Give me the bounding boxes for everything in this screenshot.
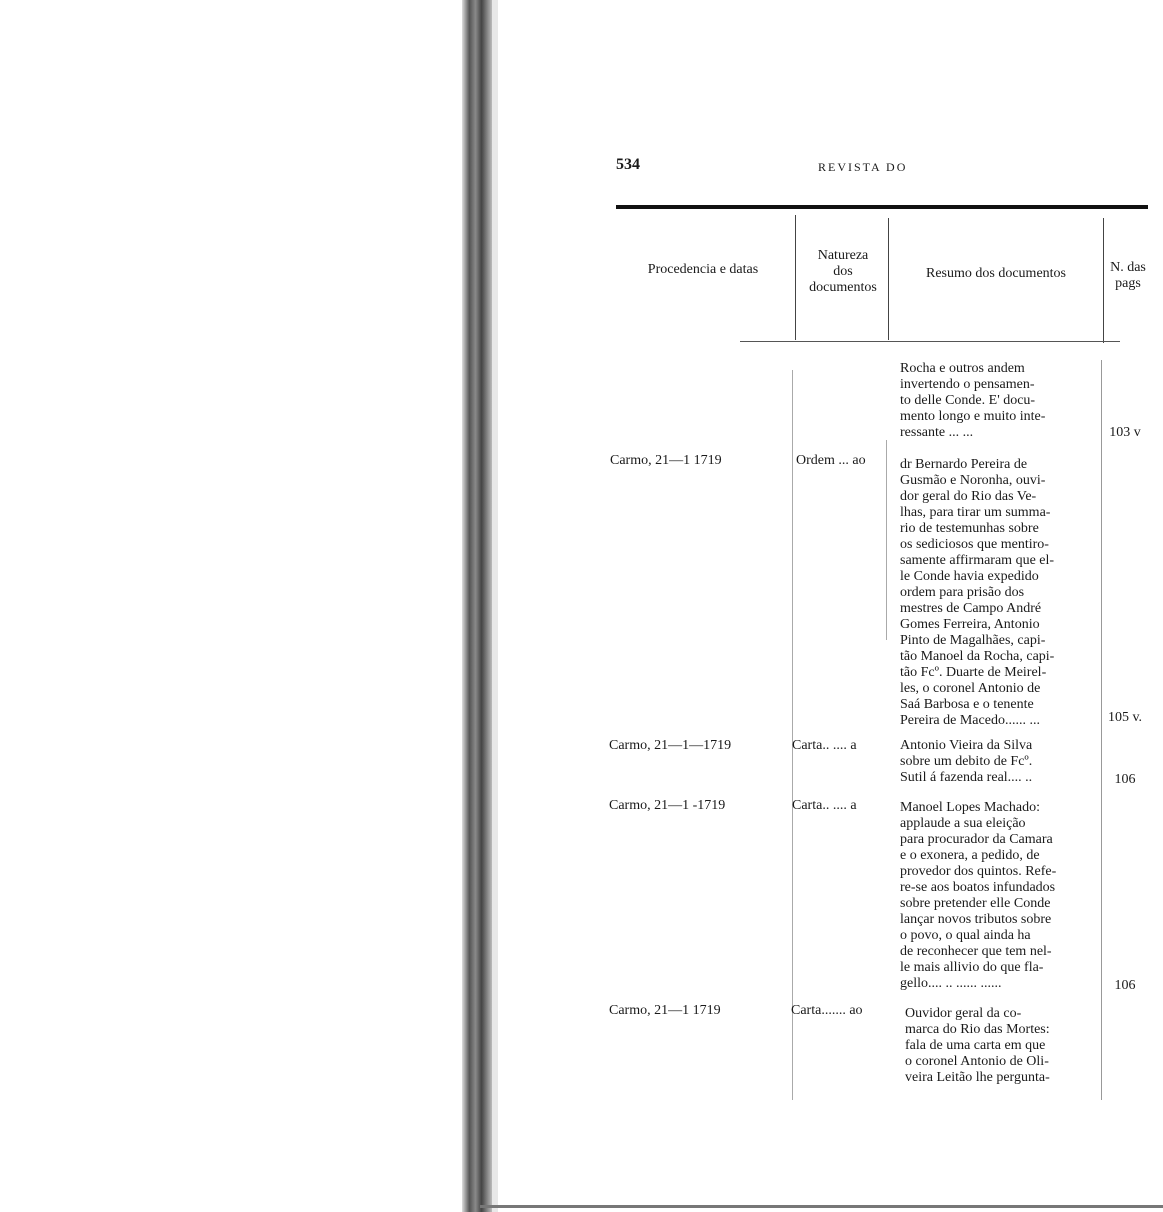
binding-shadow xyxy=(492,0,498,1212)
row-pages: 103 v xyxy=(1109,425,1141,440)
summary-line: rio de testemunhas sobre xyxy=(900,521,1039,536)
summary-line: Rocha e outros andem xyxy=(900,361,1025,376)
col-header-resumo: Resumo dos documentos xyxy=(926,266,1066,281)
table-row-summary xyxy=(900,361,1100,441)
table-row-summary xyxy=(900,457,1100,729)
row-pages: 105 v. xyxy=(1107,710,1143,725)
summary-line: gello.... .. ...... ...... xyxy=(900,976,1002,991)
table-row-summary xyxy=(905,1006,1100,1086)
summary-line: tão Manoel da Rocha, capi- xyxy=(900,649,1055,664)
summary-line: invertendo o pensamen- xyxy=(900,377,1035,392)
column-divider xyxy=(886,440,887,640)
summary-line: Ouvidor geral da co- xyxy=(905,1006,1022,1021)
summary-line: ressante ... ... xyxy=(900,425,974,440)
summary-line: Saá Barbosa e o tenente xyxy=(900,697,1034,712)
row-procedencia: Carmo, 21—1 1719 xyxy=(610,453,722,468)
row-procedencia: Carmo, 21—1 -1719 xyxy=(609,798,726,813)
summary-line: Manoel Lopes Machado: xyxy=(900,800,1040,815)
summary-line: dor geral do Rio das Ve- xyxy=(900,489,1037,504)
header-rule xyxy=(616,205,1148,209)
summary-line: os sediciosos que mentiro- xyxy=(900,537,1049,552)
summary-line: o coronel Antonio de Oli- xyxy=(905,1054,1049,1069)
col-header-pags xyxy=(1103,260,1153,292)
summary-line: de reconhecer que tem nel- xyxy=(900,944,1052,959)
row-procedencia: Carmo, 21—1 1719 xyxy=(609,1003,721,1018)
col-header-pags-line: pags xyxy=(1115,276,1141,291)
summary-line: veira Leitão lhe pergunta- xyxy=(905,1070,1050,1085)
col-header-natureza xyxy=(797,248,889,296)
row-pages: 106 xyxy=(1114,772,1136,787)
row-natureza: Carta.. .... a xyxy=(792,798,857,813)
summary-line: Sutil á fazenda real.... .. xyxy=(900,770,1033,785)
summary-line: applaude a sua eleição xyxy=(900,816,1026,831)
column-divider xyxy=(795,215,796,340)
summary-line: Gomes Ferreira, Antonio xyxy=(900,617,1040,632)
column-divider xyxy=(888,218,889,340)
summary-line: le mais allivio do que fla- xyxy=(900,960,1044,975)
summary-line: provedor dos quintos. Refe- xyxy=(900,864,1057,879)
summary-line: mento longo e muito inte- xyxy=(900,409,1046,424)
summary-line: ordem para prisão dos xyxy=(900,585,1025,600)
col-header-natureza-line: dos xyxy=(833,264,853,279)
summary-line: sobre pretender elle Conde xyxy=(900,896,1051,911)
col-header-natureza-line: documentos xyxy=(809,280,877,295)
summary-line: re-se aos boatos infundados xyxy=(900,880,1056,895)
page-number: 534 xyxy=(616,156,640,173)
row-procedencia: Carmo, 21—1—1719 xyxy=(609,738,732,753)
summary-line: sobre um debito de Fcº. xyxy=(900,754,1033,769)
summary-line: mestres de Campo André xyxy=(900,601,1042,616)
summary-line: le Conde havia expedido xyxy=(900,569,1039,584)
col-header-pags-line: N. das xyxy=(1110,260,1146,275)
row-pages: 106 xyxy=(1114,978,1136,993)
table-row-summary xyxy=(900,738,1100,786)
summary-line: Pinto de Magalhães, capi- xyxy=(900,633,1046,648)
column-divider xyxy=(792,370,793,1100)
column-divider xyxy=(1103,218,1104,343)
summary-line: para procurador da Camara xyxy=(900,832,1053,847)
summary-line: Antonio Vieira da Silva xyxy=(900,738,1033,753)
col-header-natureza-line: Natureza xyxy=(817,248,869,263)
summary-line: lançar novos tributos sobre xyxy=(900,912,1052,927)
row-natureza: Carta.. .... a xyxy=(792,738,857,753)
summary-line: samente affirmaram que el- xyxy=(900,553,1055,568)
header-bottom-rule xyxy=(740,341,1120,342)
summary-line: lhas, para tirar um summa- xyxy=(900,505,1051,520)
col-header-procedencia: Procedencia e datas xyxy=(647,262,759,277)
table-row-summary xyxy=(900,800,1100,992)
row-natureza: Carta....... ao xyxy=(791,1003,863,1018)
summary-line: les, o coronel Antonio de xyxy=(900,681,1041,696)
summary-line: Gusmão e Noronha, ouvi- xyxy=(900,473,1046,488)
summary-line: dr Bernardo Pereira de xyxy=(900,457,1028,472)
summary-line: fala de uma carta em que xyxy=(905,1038,1046,1053)
summary-line: e o exonera, a pedido, de xyxy=(900,848,1040,863)
running-head: REVISTA DO xyxy=(818,160,908,174)
summary-line: Pereira de Macedo...... ... xyxy=(900,713,1040,728)
summary-line: tão Fcº. Duarte de Meirel- xyxy=(900,665,1047,680)
summary-line: o povo, o qual ainda ha xyxy=(900,928,1031,943)
book-binding xyxy=(462,0,492,1212)
summary-line: marca do Rio das Mortes: xyxy=(905,1022,1050,1037)
row-natureza: Ordem ... ao xyxy=(796,453,866,468)
page-bottom-edge xyxy=(480,1205,1163,1208)
summary-line: to delle Conde. E' docu- xyxy=(900,393,1036,408)
